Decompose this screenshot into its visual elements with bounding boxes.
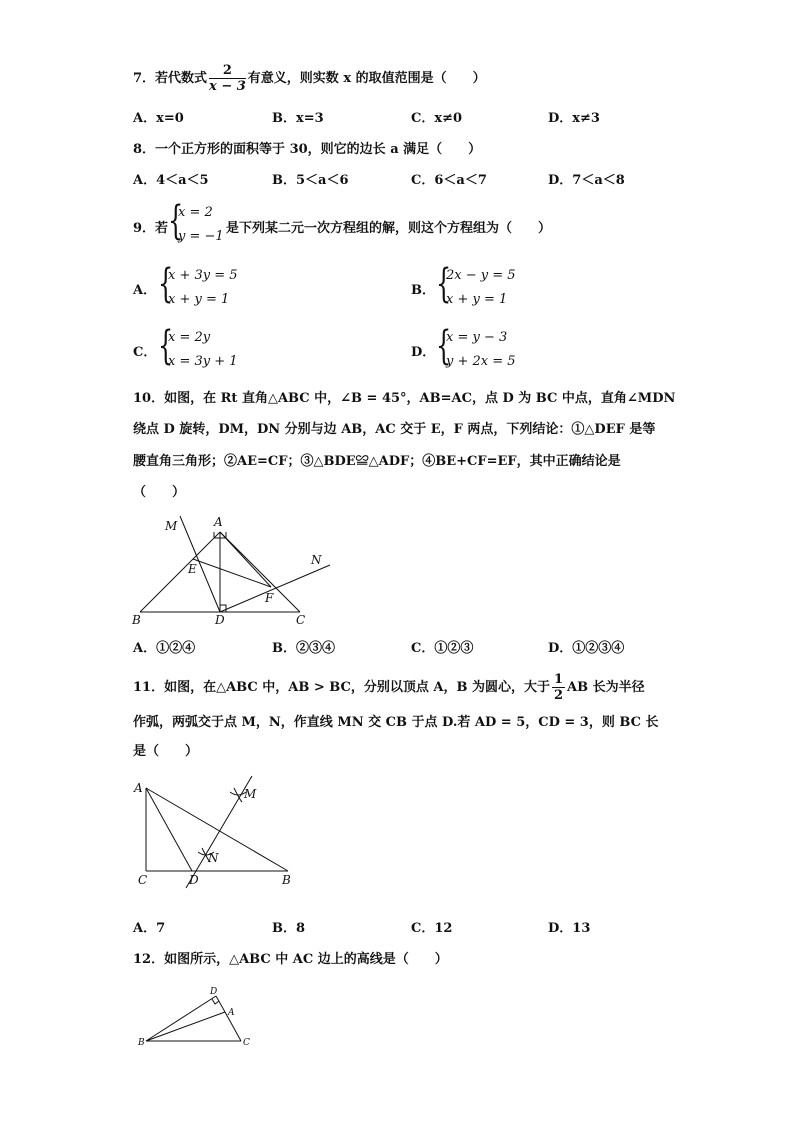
q10-line1: 10．如图，在 Rt 直角△ABC 中，∠B = 45°，AB=AC，点 D 为 BC 中点，直角∠MDN: [133, 391, 676, 406]
q11-line3: 是（ ）: [133, 744, 199, 759]
q10-option-b[interactable]: B．②③④: [272, 641, 335, 656]
q9-a-brace: {: [158, 261, 174, 307]
q12-label-a: A: [228, 1008, 235, 1018]
q10-side-ab: [140, 532, 220, 612]
q11-label-d: D: [189, 873, 199, 887]
q9-b-e2: x + y = 1: [446, 292, 508, 307]
q7-prefix: 7．若代数式: [133, 71, 208, 86]
q9-prefix: 9．若: [133, 221, 169, 236]
q10-option-d[interactable]: D．①②③④: [548, 641, 625, 656]
q11-fraction: [552, 673, 565, 702]
q10-label-e: E: [188, 562, 197, 576]
q11-line1: [133, 673, 645, 702]
q10-label-b: B: [132, 613, 141, 627]
q10-segment-af: [220, 532, 271, 587]
q12-label-b: B: [138, 1038, 145, 1048]
q9-b-brace: {: [436, 261, 452, 307]
q10-line2: 绕点 D 旋转，DM，DN 分别与边 AB，AC 交于 E，F 两点，下列结论：①△DEF 是等: [133, 422, 656, 437]
q9-option-c-label[interactable]: C．: [133, 345, 157, 360]
q7-stem: [133, 64, 486, 93]
q12-figure: [132, 985, 262, 1050]
q9-option-b-label[interactable]: B．: [411, 283, 435, 298]
q10-label-c: C: [296, 613, 306, 627]
q8-stem: 8．一个正方形的面积等于 30，则它的边长 a 满足（ ）: [133, 142, 482, 157]
q10-ray-dn: [220, 565, 330, 612]
q11-option-d[interactable]: D．13: [548, 921, 591, 936]
q12-label-d: D: [210, 987, 218, 997]
q8-option-d[interactable]: D．7＜a＜8: [548, 173, 625, 188]
q9-a-e2: x + y = 1: [168, 292, 230, 307]
q9-c-e1: x = 2y: [168, 330, 211, 345]
q7-option-b[interactable]: B．x=3: [272, 111, 324, 126]
q8-option-c[interactable]: C．6＜a＜7: [411, 173, 487, 188]
q10-ray-dm: [180, 516, 220, 612]
q7-frac-den: x − 3: [209, 79, 246, 94]
q10-label-m: M: [165, 519, 178, 533]
q11-figure: [130, 770, 300, 890]
q9-suffix: 是下列某二元一次方程组的解，则这个方程组为（ ）: [226, 221, 552, 236]
q11-option-a[interactable]: A．7: [133, 921, 166, 936]
q11-line2: 作弧，两弧交于点 M，N，作直线 MN 交 CB 于点 D.若 AD = 5，CD = 3，则 BC 长: [133, 715, 659, 730]
q9-a-e1: x + 3y = 5: [168, 268, 238, 283]
q11-label-c: C: [138, 873, 148, 887]
q10-label-n: N: [311, 553, 322, 567]
q10-segment-ef: [193, 559, 271, 587]
q7-option-c[interactable]: C．x≠0: [411, 111, 463, 126]
q7-option-a[interactable]: A．x=0: [133, 111, 184, 126]
q7-frac-num: 2: [209, 64, 246, 79]
q8-option-b[interactable]: B．5＜a＜6: [272, 173, 349, 188]
q10-option-c[interactable]: C．①②③: [411, 641, 474, 656]
q11-label-n: N: [208, 851, 219, 865]
q12-stem: 12．如图所示，△ABC 中 AC 边上的高线是（ ）: [133, 952, 448, 967]
q12-side-ba: [146, 1012, 225, 1041]
q11-frac-num: 1: [554, 672, 564, 687]
q9-c-e2: x = 3y + 1: [168, 354, 238, 369]
q12-segment-da: [216, 996, 225, 1012]
q11-label-a: A: [134, 781, 143, 795]
q12-label-c: C: [243, 1038, 250, 1048]
q9-b-e1: 2x − y = 5: [446, 268, 516, 283]
q9-option-d-label[interactable]: D．: [411, 345, 436, 360]
q9-d-brace: {: [436, 323, 452, 369]
q10-side-ac: [220, 532, 300, 612]
q10-label-d: D: [215, 613, 225, 627]
q7-suffix: 有意义，则实数 x 的取值范围是（ ）: [247, 71, 486, 86]
q7-fraction: [209, 64, 246, 93]
q9-d-e1: x = y − 3: [446, 330, 508, 345]
q9-option-a-label[interactable]: A．: [133, 283, 157, 298]
q10-line4: （ ）: [133, 485, 186, 500]
q10-label-a: A: [214, 515, 223, 529]
q11-option-b[interactable]: B．8: [272, 921, 306, 936]
q12-side-bd: [146, 996, 216, 1041]
q11-label-m: M: [244, 787, 257, 801]
q11-frac-den: 2: [554, 688, 564, 703]
q9-sys-e2: y = −1: [178, 229, 224, 244]
q11-segment-ad: [146, 788, 192, 871]
q10-line3: 腰直角三角形；②AE=CF；③△BDE≌△ADF；④BE+CF=EF，其中正确结论是: [133, 454, 621, 469]
q11-line1-b: AB 长为半径: [567, 680, 645, 695]
q9-sys-e1: x = 2: [178, 205, 213, 220]
q7-option-d[interactable]: D．x≠3: [548, 111, 600, 126]
q10-label-f: F: [265, 591, 274, 605]
q11-label-b: B: [282, 873, 291, 887]
q9-c-brace: {: [158, 323, 174, 369]
q11-option-c[interactable]: C．12: [411, 921, 453, 936]
q8-option-a[interactable]: A．4＜a＜5: [133, 173, 209, 188]
q9-brace: {: [168, 198, 184, 244]
q9-d-e2: y + 2x = 5: [446, 354, 516, 369]
q11-line1-a: 11．如图，在△ABC 中，AB > BC，分别以顶点 A，B 为圆心，大于: [133, 680, 550, 695]
q10-option-a[interactable]: A．①②④: [133, 641, 196, 656]
q10-figure: [125, 510, 345, 630]
